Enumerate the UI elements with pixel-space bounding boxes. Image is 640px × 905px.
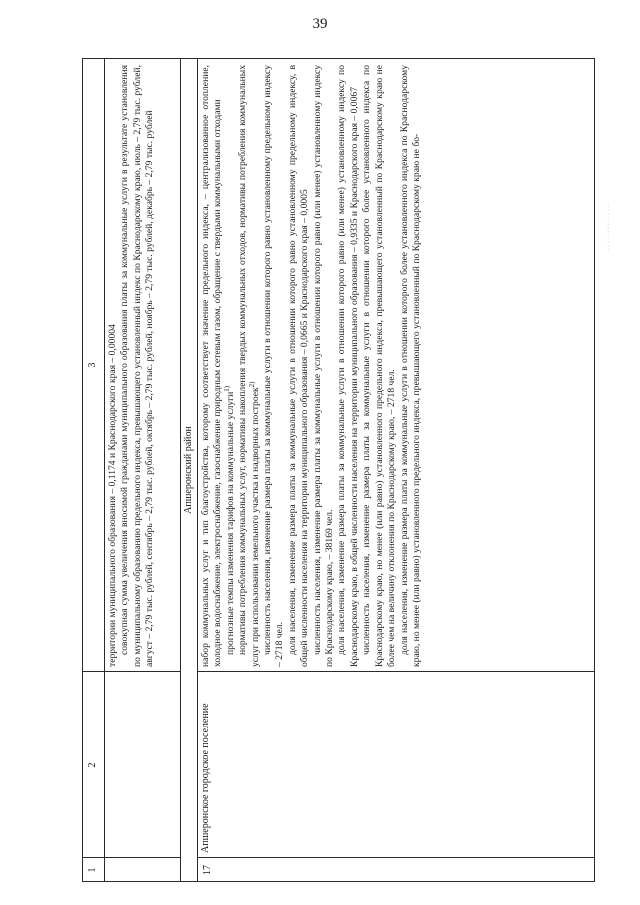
page-number: 39 xyxy=(312,16,328,32)
continuation-line: территории муниципального образования – 0,1174 и Краснодарского края – 0,00004 xyxy=(107,324,118,667)
row-paragraph xyxy=(222,65,237,667)
row-paragraph xyxy=(361,65,398,667)
row-paragraph-text: численность населения, изменение размера платы за коммунальные услуги в отношении которого более установленного индекса по Краснодарскому краю, но менее (или равно) установленного предельного индекса, превышающего установленный по Краснодарскому краю не более чем на величину отклонения по Краснодарскому краю, – 2718 чел. xyxy=(361,65,398,667)
row-paragraph xyxy=(399,65,424,667)
row-paragraph xyxy=(336,65,361,667)
row-paragraph-text: численность населения, изменение размера платы за коммунальные услуги в отношении которого равно установленному предельному индексу – 2718 чел. xyxy=(262,65,286,667)
continuation-cell xyxy=(107,65,157,667)
header-col-3: 3 xyxy=(87,362,98,368)
row-paragraph-text: прогнозные темпы изменения тарифов на коммунальные услуги xyxy=(224,391,236,655)
header-col-1: 1 xyxy=(87,867,98,873)
section-heading: Апшеронский район xyxy=(183,426,194,514)
table xyxy=(82,58,595,882)
row-paragraph xyxy=(200,65,225,667)
header-col-2: 2 xyxy=(87,762,98,768)
row-paragraph-text: набор коммунальных услуг и тип благоустройства, которому соответствует значение предельного индекса, – централизованное отопление, холодное водоснабжение, электроснабжение, газоснабжение природным сетевым газом, обращение с твердыми коммунальными отходами xyxy=(200,65,224,667)
row-paragraph-text: численность населения, изменение размера платы за коммунальные услуги в отношении которого равно (или менее) установленному индексу по Краснодарскому краю, – 38169 чел. xyxy=(311,65,336,667)
footnote-marker: 2) xyxy=(247,381,256,388)
row-number: 17 xyxy=(202,865,213,875)
row-paragraph xyxy=(262,65,287,667)
municipality-name: Апшеронское городское поселение xyxy=(200,703,211,853)
margin-stamp: · · · · · · · · · · · · · · xyxy=(606,202,612,250)
row-paragraph xyxy=(312,65,337,667)
row-paragraph-text: доля населения, изменение размера платы за коммунальные услуги в отношении которого равно (или менее) установленному индексу по Краснодарскому краю, в общей численности населения на территории муниципального образования – 0,9335 и Краснодарского края – 0,0067 xyxy=(336,65,360,667)
row-paragraph-text: нормативы потребления коммунальных услуг, нормативы накопления твердых коммунальных отходов, нормативы потребления коммунальных услуг при использовании земельного участка и надворных построек xyxy=(237,65,261,667)
footnote-marker: 1) xyxy=(222,385,231,392)
row-paragraph-text: доля населения, изменение размера платы за коммунальные услуги в отношении которого равно установленному предельному индексу, в общей численности населения на территории муниципального образования – 0,0665 и Краснодарского края – 0,0005 xyxy=(286,65,311,667)
row-details xyxy=(200,65,423,667)
row-paragraph xyxy=(237,65,262,667)
continuation-paragraph: совокупная сумма увеличения вносимой гражданами муниципального образования платы за коммунальные услуги в результате установления по муниципальному образованию предельного индекса, превышающего установленный индекс по Краснодарскому краю, июль – 2,79 тыс. рублей, август – 2,79 тыс. рублей, сентябрь – 2,79 тыс. рублей, октябрь – 2,79 тыс. рублей, ноябрь – 2,79 тыс. рублей, декабрь – 2,79 тыс. рублей xyxy=(119,65,156,667)
row-paragraph-text: доля населения, изменение размера платы за коммунальные услуги в отношении которого более установленного индекса по Краснодарскому краю, но менее (или равно) установленного предельного индекса, превышающего установленный по Краснодарскому краю не бо- xyxy=(398,65,422,667)
rotated-table xyxy=(82,58,595,882)
row-paragraph xyxy=(287,65,312,667)
